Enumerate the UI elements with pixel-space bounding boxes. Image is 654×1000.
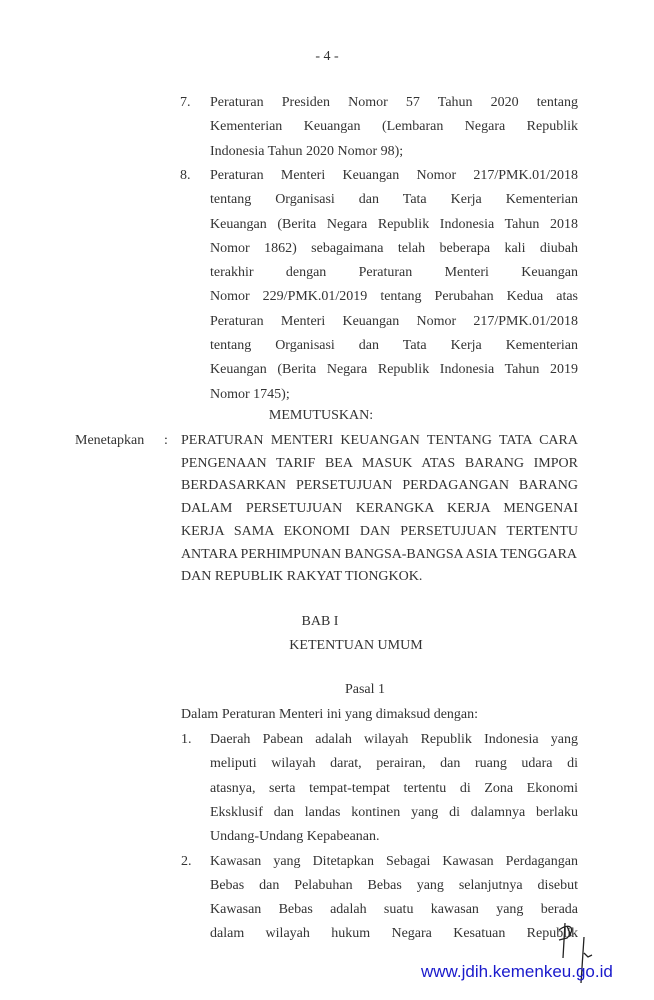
list-item-number: 8. bbox=[180, 167, 191, 183]
list-item-line: Nomor 1862) sebagaimana telah beberapa kali diubah bbox=[210, 240, 578, 256]
list-item-number: 1. bbox=[181, 732, 192, 747]
list-item-line: Daerah Pabean adalah wilayah Republik Indonesia yang bbox=[210, 732, 578, 747]
article-heading: Pasal 1 bbox=[344, 682, 386, 697]
list-item-line: Nomor 1745); bbox=[210, 386, 290, 402]
establish-line: BERDASARKAN PERSETUJUAN PERDAGANGAN BARANG bbox=[181, 478, 578, 494]
footer-url[interactable]: www.jdih.kemenkeu.go.id bbox=[421, 962, 613, 981]
list-item-line: Keuangan (Berita Negara Republik Indonesia Tahun 2019 bbox=[210, 362, 578, 378]
establish-line: ANTARA PERHIMPUNAN BANGSA-BANGSA ASIA TENGGARA bbox=[181, 546, 577, 562]
decision-heading: MEMUTUSKAN: bbox=[268, 408, 374, 423]
list-item-line: Kawasan yang Ditetapkan Sebagai Kawasan Perdagangan bbox=[210, 853, 578, 869]
establish-colon: : bbox=[164, 433, 168, 448]
list-item-line: Indonesia Tahun 2020 Nomor 98); bbox=[210, 143, 404, 159]
list-item-number: 7. bbox=[180, 95, 191, 110]
list-item-line: Peraturan Presiden Nomor 57 Tahun 2020 tentang bbox=[210, 95, 578, 110]
list-item-line: Peraturan Menteri Keuangan Nomor 217/PMK.01/2018 bbox=[210, 167, 578, 183]
establish-line: PENGENAAN TARIF BEA MASUK ATAS BARANG IMPOR bbox=[181, 455, 578, 471]
list-item-line: Kementerian Keuangan (Lembaran Negara Republik bbox=[210, 119, 578, 135]
list-item-line: atasnya, serta tempat-tempat tertentu di Zona Ekonomi bbox=[210, 780, 578, 796]
article-intro: Dalam Peraturan Menteri ini yang dimaksud dengan: bbox=[181, 707, 479, 722]
list-item-line: Bebas dan Pelabuhan Bebas yang selanjutnya disebut bbox=[210, 877, 578, 893]
establish-line: PERATURAN MENTERI KEUANGAN TENTANG TATA CARA bbox=[181, 433, 578, 448]
list-item-number: 2. bbox=[181, 853, 192, 869]
list-item-line: meliputi wilayah darat, perairan, dan ruang udara di bbox=[210, 756, 578, 772]
establish-label: Menetapkan bbox=[75, 433, 145, 448]
chapter-title: KETENTUAN UMUM bbox=[289, 638, 423, 653]
list-item-line: Kawasan Bebas adalah suatu kawasan yang berada bbox=[210, 902, 578, 918]
list-item-line: Peraturan Menteri Keuangan Nomor 217/PMK.01/2018 bbox=[210, 313, 578, 329]
chapter-number: BAB I bbox=[301, 614, 339, 629]
establish-line: DAN REPUBLIK RAKYAT TIONGKOK. bbox=[181, 569, 423, 585]
list-item-line: Keuangan (Berita Negara Republik Indonesia Tahun 2018 bbox=[210, 216, 578, 232]
page-number: - 4 - bbox=[315, 49, 339, 64]
list-item-line: tentang Organisasi dan Tata Kerja Kementerian bbox=[210, 338, 578, 353]
list-item-line: Undang-Undang Kepabeanan. bbox=[210, 829, 380, 845]
list-item-line: Eksklusif dan landas kontinen yang di dalamnya berlaku bbox=[210, 804, 578, 820]
establish-line: DALAM PERSETUJUAN KERANGKA KERJA MENGENAI bbox=[181, 501, 578, 517]
list-item-line: dalam wilayah hukum Negara Kesatuan Republik bbox=[210, 926, 578, 942]
list-item-line: terakhir dengan Peraturan Menteri Keuangan bbox=[210, 265, 578, 281]
list-item-line: Nomor 229/PMK.01/2019 tentang Perubahan Kedua atas bbox=[210, 289, 578, 305]
list-item-line: tentang Organisasi dan Tata Kerja Kementerian bbox=[210, 192, 578, 208]
establish-line: KERJA SAMA EKONOMI DAN PERSETUJUAN TERTENTU bbox=[181, 523, 578, 539]
